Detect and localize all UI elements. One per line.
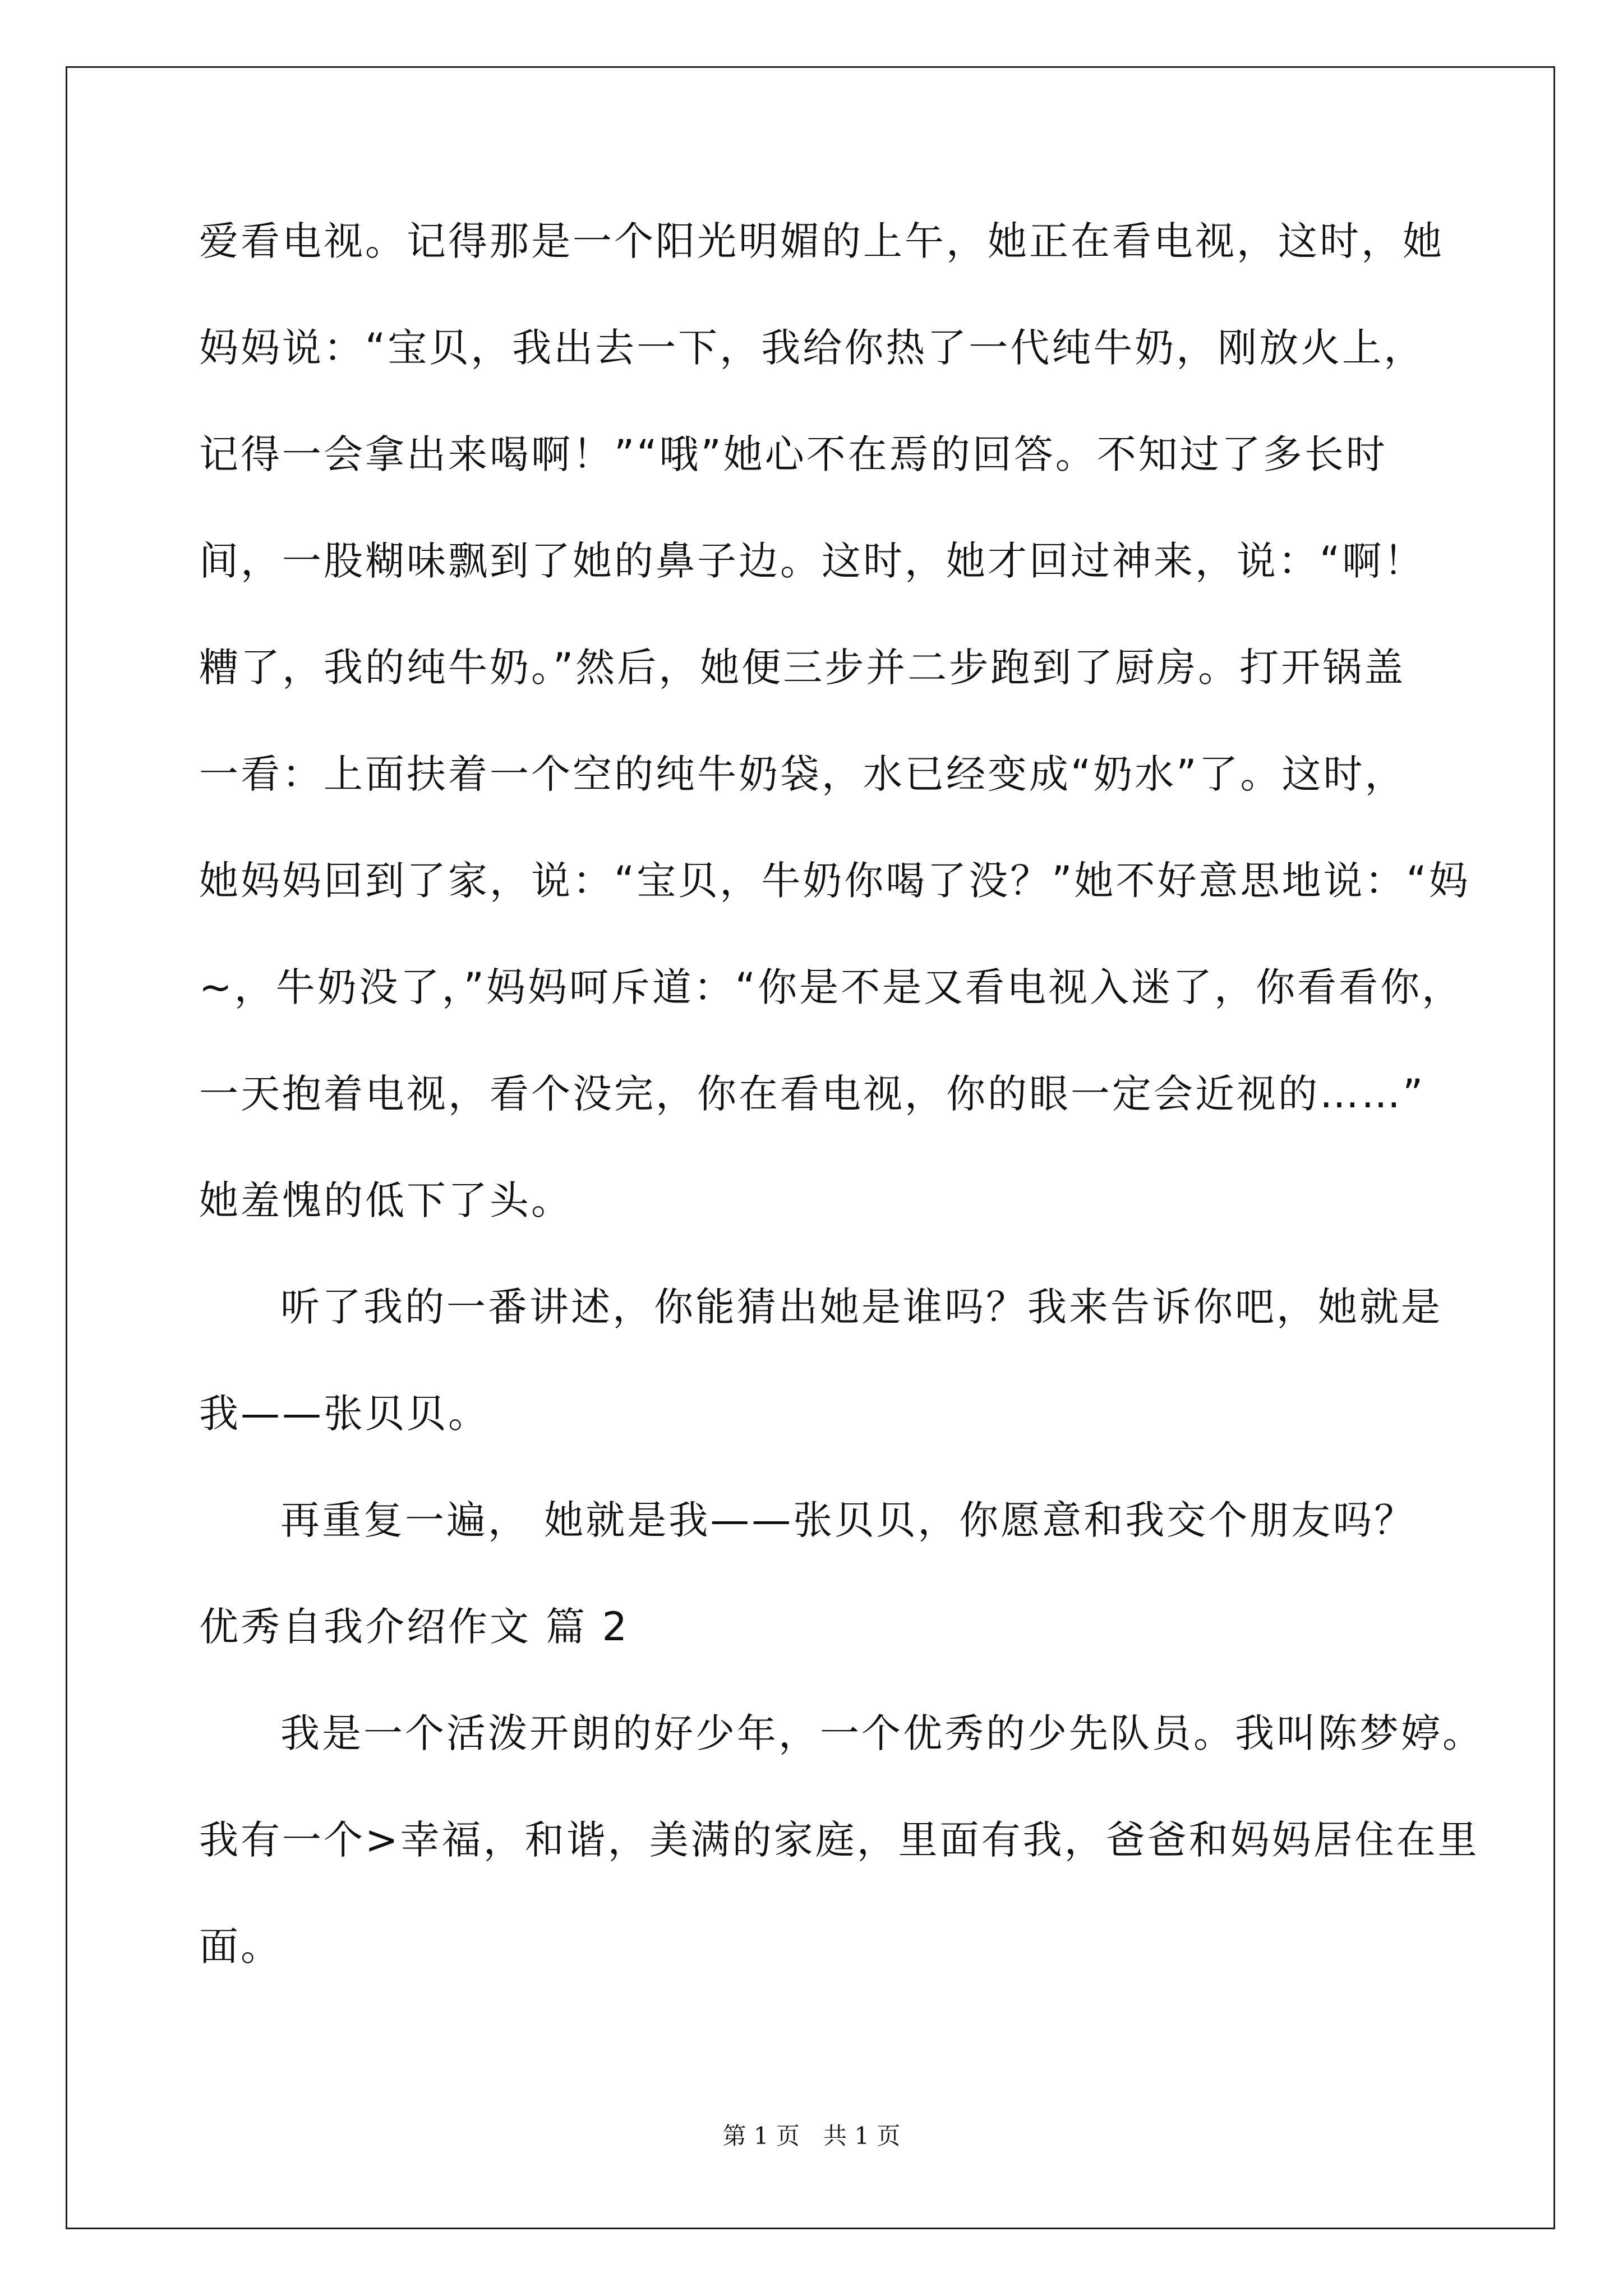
text-line: 糟了，我的纯牛奶。”然后，她便三步并二步跑到了厨房。打开锅盖 <box>199 645 1406 691</box>
page-number: 第 1 页 共 1 页 <box>722 2122 901 2150</box>
text-line: 一天抱着电视，看个没完，你在看电视，你的眼一定会近视的……” <box>199 1071 1426 1117</box>
text-line: 她妈妈回到了家，说：“宝贝，牛奶你喝了没？”她不好意思地说：“妈 <box>199 858 1470 904</box>
text-line: 一看：上面扶着一个空的纯牛奶袋，水已经变成“奶水”了。这时， <box>199 751 1407 797</box>
text-line: ~，牛奶没了，”妈妈呵斥道：“你是不是又看电视入迷了，你看看你， <box>199 964 1464 1010</box>
text-line: 妈妈说：“宝贝，我出去一下，我给你热了一代纯牛奶，刚放火上， <box>199 325 1426 371</box>
text-line: 我有一个>幸福，和谐，美满的家庭，里面有我，爸爸和妈妈居住在里 <box>199 1817 1479 1863</box>
text-line: 她羞愧的低下了头。 <box>199 1177 573 1223</box>
text-line: 爱看电视。记得那是一个阳光明媚的上午，她正在看电视，这时，她 <box>199 218 1444 264</box>
text-line: 记得一会拿出来喝啊！”“哦”她心不在焉的回答。不知过了多长时 <box>199 431 1387 477</box>
text-line: 间，一股糊味飘到了她的鼻子边。这时，她才回过神来，说：“啊！ <box>199 538 1426 584</box>
page-border <box>66 66 1555 2229</box>
section-heading: 优秀自我介绍作文 篇 2 <box>199 1604 630 1650</box>
paragraph-first-line: 再重复一遍， 她就是我——张贝贝，你愿意和我交个朋友吗？ <box>280 1497 1416 1543</box>
text-line: 我——张贝贝。 <box>199 1391 490 1437</box>
text-line: 面。 <box>199 1924 282 1970</box>
paragraph-first-line: 听了我的一番讲述，你能猜出她是谁吗？我来告诉你吧，她就是 <box>280 1284 1442 1330</box>
paragraph-first-line: 我是一个活泼开朗的好少年，一个优秀的少先队员。我叫陈梦婷。 <box>280 1710 1484 1756</box>
